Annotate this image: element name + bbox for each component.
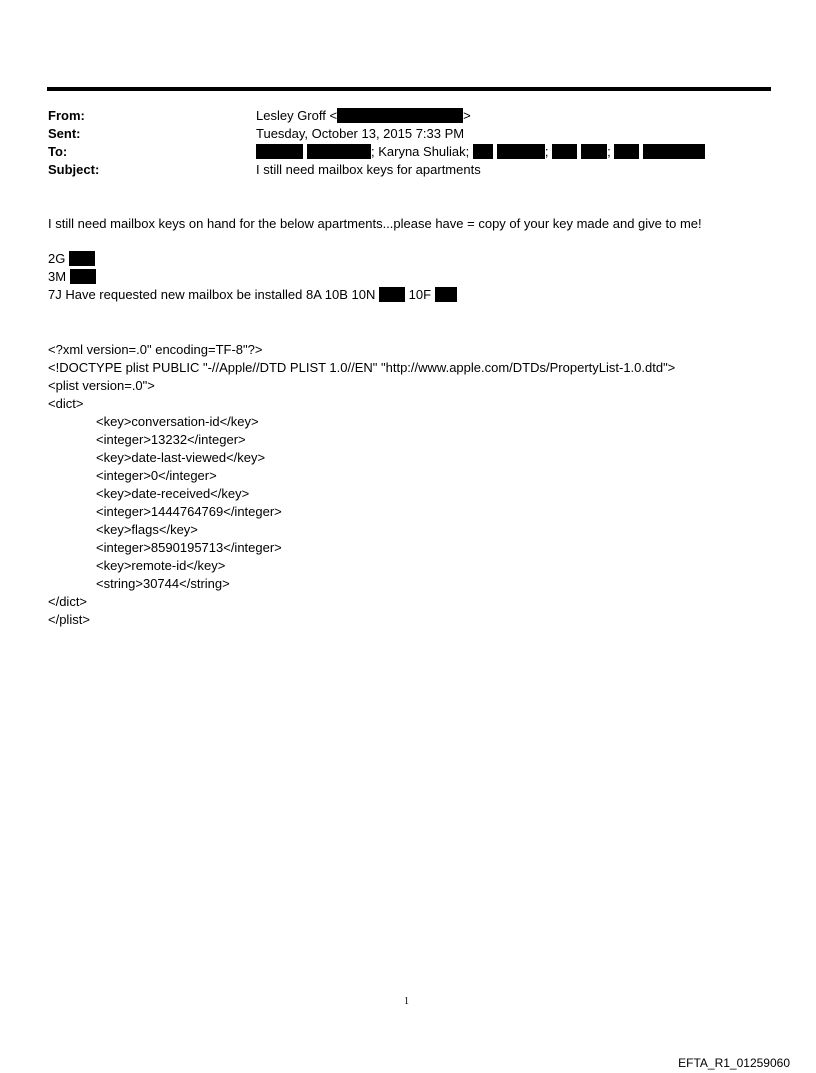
- redaction-block: [379, 287, 405, 302]
- plist-line: <key>date-received</key>: [96, 486, 250, 501]
- redaction-block: [337, 108, 463, 123]
- redaction-block: [70, 269, 96, 284]
- plist-line: <?xml version=.0" encoding=TF-8"?>: [48, 342, 263, 357]
- plist-line: <key>remote-id</key>: [96, 558, 226, 573]
- to-separator: ; Karyna Shuliak;: [371, 144, 470, 159]
- apartment-line: [48, 250, 95, 268]
- apartment-line: [48, 286, 457, 304]
- from-value: [256, 107, 471, 125]
- plist-line: <key>conversation-id</key>: [96, 414, 259, 429]
- apartment-code: 3M: [48, 269, 67, 284]
- redaction-block: [581, 144, 607, 159]
- redaction-block: [614, 144, 639, 159]
- plist-line: <key>flags</key>: [96, 522, 198, 537]
- plist-line: <key>date-last-viewed</key>: [96, 450, 266, 465]
- body-intro: I still need mailbox keys on hand for the below apartments...please have = copy of your key made and give to me!: [48, 216, 702, 231]
- from-row: [48, 107, 768, 125]
- from-label: From:: [48, 108, 85, 123]
- redaction-block: [497, 144, 545, 159]
- plist-line: <string>30744</string>: [96, 576, 230, 591]
- plist-line: </plist>: [48, 612, 90, 627]
- from-name: Lesley Groff <: [256, 108, 338, 123]
- plist-line: <!DOCTYPE plist PUBLIC "-//Apple//DTD PLIST 1.0//EN" "http://www.apple.com/DTDs/PropertyList-1.0.dtd">: [48, 360, 676, 375]
- apartment-code: 2G: [48, 251, 66, 266]
- plist-line: <integer>0</integer>: [96, 468, 217, 483]
- header-rule: [47, 87, 771, 91]
- plist-line: <integer>8590195713</integer>: [96, 540, 282, 555]
- sent-label: Sent:: [48, 126, 81, 141]
- redaction-block: [256, 144, 303, 159]
- redaction-block: [552, 144, 577, 159]
- subject-label: Subject:: [48, 162, 100, 177]
- sent-value: Tuesday, October 13, 2015 7:33 PM: [256, 126, 465, 141]
- subject-value: I still need mailbox keys for apartments: [256, 162, 481, 177]
- sent-row: [48, 125, 768, 143]
- redaction-block: [69, 251, 95, 266]
- to-separator: ;: [544, 144, 549, 159]
- to-label: To:: [48, 144, 68, 159]
- plist-line: <integer>1444764769</integer>: [96, 504, 282, 519]
- to-row: [48, 143, 768, 161]
- to-separator: ;: [607, 144, 611, 159]
- subject-row: [48, 161, 768, 179]
- document-id-footer: EFTA_R1_01259060: [678, 1056, 790, 1070]
- from-close: >: [463, 108, 471, 123]
- apartment-note: 7J Have requested new mailbox be installed 8A 10B 10N: [48, 287, 376, 302]
- apartment-code: 10F: [408, 287, 432, 302]
- redaction-block: [643, 144, 705, 159]
- plist-line: <plist version=.0">: [48, 378, 155, 393]
- to-value: [256, 143, 705, 161]
- plist-line: <integer>13232</integer>: [96, 432, 246, 447]
- apartment-line: [48, 268, 96, 286]
- page-number: 1: [404, 996, 409, 1007]
- plist-line: </dict>: [48, 594, 88, 609]
- redaction-block: [435, 287, 457, 302]
- redaction-block: [307, 144, 371, 159]
- plist-line: <dict>: [48, 396, 84, 411]
- redaction-block: [473, 144, 493, 159]
